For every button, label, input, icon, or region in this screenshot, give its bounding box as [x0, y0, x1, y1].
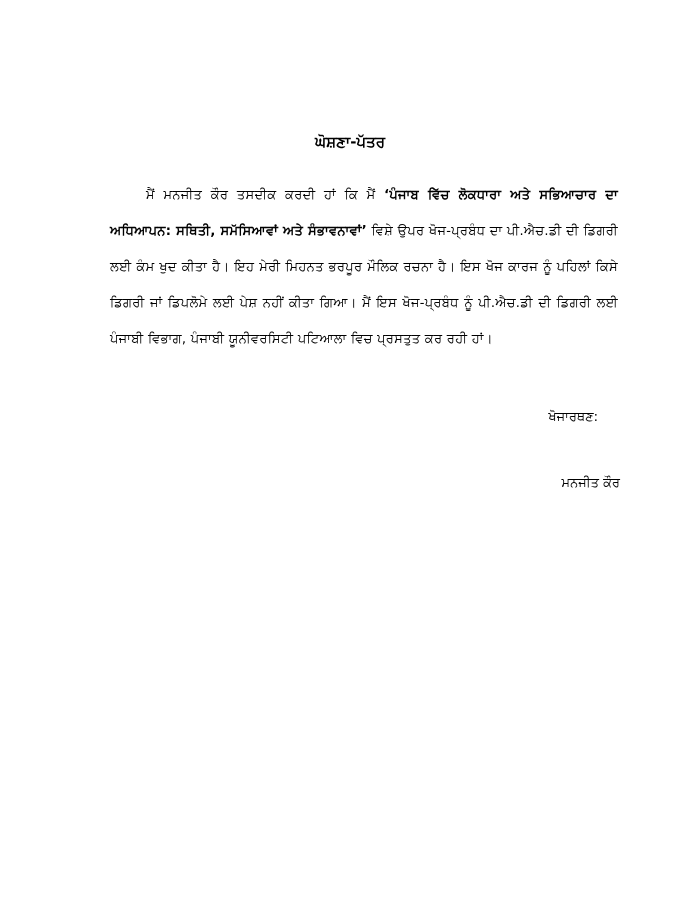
declaration-paragraph — [110, 178, 618, 358]
page-title: ਘੋਸ਼ਣਾ-ਪੱਤਰ — [314, 133, 385, 151]
researcher-label: ਖੋਜਾਰਥਣ: — [548, 410, 598, 425]
thesis-title: ‘ਪੰਜਾਬ ਵਿੱਚ ਲੋਕਧਾਰਾ ਅਤੇ ਸਭਿਆਚਾਰ ਦਾ ਅਧਿਆਪਨ: ਸਥਿਤੀ, ਸਮੱਸਿਆਵਾਂ ਅਤੇ ਸੰਭਾਵਨਾਵਾਂ’ — [110, 188, 618, 239]
paragraph-text-end: ਵਿਸ਼ੇ ਉਪਰ ਖੋਜ-ਪ੍ਰਬੰਧ ਦਾ ਪੀ.ਐਚ.ਡੀ ਦੀ ਡਿਗਰੀ ਲਈ ਕੰਮ ਖੁਦ ਕੀਤਾ ਹੈ। ਇਹ ਮੇਰੀ ਮਿਹਨਤ ਭਰਪੂਰ ਮੌਲਿਕ ਰਚਨਾ ਹੈ। ਇਸ ਖੋਜ ਕਾਰਜ ਨੂੰ ਪਹਿਲਾਂ ਕਿਸੇ ਡਿਗਰੀ ਜਾਂ ਡਿਪਲੋਮੇ ਲਈ ਪੇਸ਼ ਨਹੀਂ ਕੀਤਾ ਗਿਆ। ਮੈਂ ਇਸ ਖੋਜ-ਪ੍ਰਬੰਧ ਨੂੰ ਪੀ.ਐਚ.ਡੀ ਦੀ ਡਿਗਰੀ ਲਈ ਪੰਜਾਬੀ ਵਿਭਾਗ, ਪੰਜਾਬੀ ਯੂਨੀਵਰਸਿਟੀ ਪਟਿਆਲਾ ਵਿਚ ਪ੍ਰਸਤੁਤ ਕਰ ਰਹੀ ਹਾਂ। — [110, 224, 619, 347]
researcher-name: ਮਨਜੀਤ ਕੌਰ — [561, 476, 620, 491]
paragraph-text-start: ਮੈਂ ਮਨਜੀਤ ਕੌਰ ਤਸਦੀਕ ਕਰਦੀ ਹਾਂ ਕਿ ਮੈਂ — [146, 188, 385, 203]
